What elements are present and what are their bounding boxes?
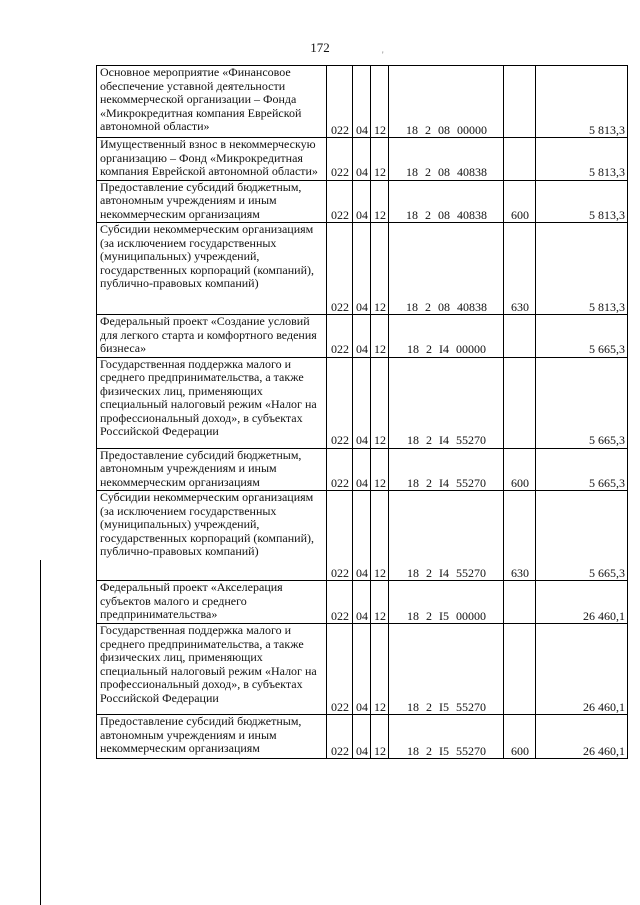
row-expense-type-code — [504, 138, 536, 181]
budget-table — [96, 65, 628, 759]
row-target-article-code: 18 2 08 40838 — [389, 180, 504, 223]
row-amount: 26 460,1 — [536, 581, 628, 624]
table-row — [97, 624, 628, 715]
row-section-code: 04 — [353, 180, 371, 223]
row-amount: 26 460,1 — [536, 624, 628, 715]
row-expense-type-code — [504, 66, 536, 138]
row-expense-type-code: 600 — [504, 715, 536, 759]
row-name: Федеральный проект «Акселерация субъектов малого и среднего предпринимательства» — [97, 581, 327, 624]
row-subsection-code: 12 — [371, 624, 389, 715]
table-row — [97, 357, 628, 448]
row-section-code: 04 — [353, 138, 371, 181]
row-name: Предоставление субсидий бюджетным, автономным учреждениям и иным некоммерческим организациям — [97, 180, 327, 223]
row-target-article-code: 18 2 I5 55270 — [389, 715, 504, 759]
row-expense-type-code — [504, 624, 536, 715]
scan-tick-mark: ' — [382, 50, 384, 60]
row-target-article-code: 18 2 I4 55270 — [389, 491, 504, 581]
row-target-article-code: 18 2 I4 55270 — [389, 357, 504, 448]
row-subsection-code: 12 — [371, 315, 389, 358]
row-grbs-code: 022 — [327, 581, 353, 624]
row-expense-type-code: 600 — [504, 180, 536, 223]
row-amount: 5 813,3 — [536, 180, 628, 223]
row-subsection-code: 12 — [371, 223, 389, 315]
row-grbs-code: 022 — [327, 138, 353, 181]
row-name: Субсидии некоммерческим организациям (за исключением государственных (муниципальных) учреждений, государственных корпораций (компаний), публично-правовых компаний) — [97, 491, 327, 581]
table-row — [97, 138, 628, 181]
table-row — [97, 223, 628, 315]
row-amount: 5 665,3 — [536, 315, 628, 358]
row-grbs-code: 022 — [327, 357, 353, 448]
scan-margin-line — [40, 560, 41, 905]
row-expense-type-code: 600 — [504, 448, 536, 491]
row-section-code: 04 — [353, 448, 371, 491]
row-amount: 5 665,3 — [536, 491, 628, 581]
row-section-code: 04 — [353, 624, 371, 715]
row-subsection-code: 12 — [371, 581, 389, 624]
row-grbs-code: 022 — [327, 491, 353, 581]
table-row — [97, 448, 628, 491]
row-name: Субсидии некоммерческим организациям (за исключением государственных (муниципальных) учреждений, государственных корпораций (компаний), публично-правовых компаний) — [97, 223, 327, 315]
row-name: Государственная поддержка малого и среднего предпринимательства, а также физических лиц, применяющих специальный налоговый режим «Налог на профессиональный доход», в субъектах Российской Федерации — [97, 357, 327, 448]
row-subsection-code: 12 — [371, 180, 389, 223]
row-name: Государственная поддержка малого и среднего предпринимательства, а также физических лиц, применяющих специальный налоговый режим «Налог на профессиональный доход», в субъектах Российской Федерации — [97, 624, 327, 715]
row-amount: 5 665,3 — [536, 448, 628, 491]
row-subsection-code: 12 — [371, 357, 389, 448]
row-section-code: 04 — [353, 66, 371, 138]
row-grbs-code: 022 — [327, 180, 353, 223]
row-expense-type-code — [504, 315, 536, 358]
row-grbs-code: 022 — [327, 223, 353, 315]
row-expense-type-code: 630 — [504, 223, 536, 315]
row-amount: 5 813,3 — [536, 66, 628, 138]
row-target-article-code: 18 2 I4 55270 — [389, 448, 504, 491]
row-expense-type-code: 630 — [504, 491, 536, 581]
row-section-code: 04 — [353, 491, 371, 581]
row-grbs-code: 022 — [327, 66, 353, 138]
table-row — [97, 491, 628, 581]
row-section-code: 04 — [353, 223, 371, 315]
table-row — [97, 66, 628, 138]
row-name: Предоставление субсидий бюджетным, автономным учреждениям и иным некоммерческим организациям — [97, 448, 327, 491]
row-name: Имущественный взнос в некоммерческую организацию – Фонд «Микрокредитная компания Еврейской автономной области» — [97, 138, 327, 181]
row-name: Федеральный проект «Создание условий для легкого старта и комфортного ведения бизнеса» — [97, 315, 327, 358]
row-expense-type-code — [504, 357, 536, 448]
row-grbs-code: 022 — [327, 448, 353, 491]
row-target-article-code: 18 2 08 00000 — [389, 66, 504, 138]
row-subsection-code: 12 — [371, 491, 389, 581]
row-subsection-code: 12 — [371, 66, 389, 138]
row-section-code: 04 — [353, 581, 371, 624]
table-row — [97, 180, 628, 223]
row-amount: 26 460,1 — [536, 715, 628, 759]
row-name: Основное мероприятие «Финансовое обеспечение уставной деятельности некоммерческой организации – Фонда «Микрокредитная компания Еврейской автономной области» — [97, 66, 327, 138]
row-amount: 5 665,3 — [536, 357, 628, 448]
table-row — [97, 715, 628, 759]
row-grbs-code: 022 — [327, 315, 353, 358]
row-name: Предоставление субсидий бюджетным, автономным учреждениям и иным некоммерческим организациям — [97, 715, 327, 759]
table-row — [97, 315, 628, 358]
row-target-article-code: 18 2 08 40838 — [389, 138, 504, 181]
row-amount: 5 813,3 — [536, 223, 628, 315]
row-target-article-code: 18 2 I4 00000 — [389, 315, 504, 358]
row-target-article-code: 18 2 08 40838 — [389, 223, 504, 315]
table-body — [97, 66, 628, 759]
table-row — [97, 581, 628, 624]
page-number: 172 — [310, 40, 330, 55]
row-section-code: 04 — [353, 715, 371, 759]
row-grbs-code: 022 — [327, 624, 353, 715]
row-target-article-code: 18 2 I5 55270 — [389, 624, 504, 715]
row-subsection-code: 12 — [371, 138, 389, 181]
row-target-article-code: 18 2 I5 00000 — [389, 581, 504, 624]
row-subsection-code: 12 — [371, 448, 389, 491]
row-subsection-code: 12 — [371, 715, 389, 759]
row-grbs-code: 022 — [327, 715, 353, 759]
row-section-code: 04 — [353, 315, 371, 358]
row-section-code: 04 — [353, 357, 371, 448]
row-expense-type-code — [504, 581, 536, 624]
row-amount: 5 813,3 — [536, 138, 628, 181]
